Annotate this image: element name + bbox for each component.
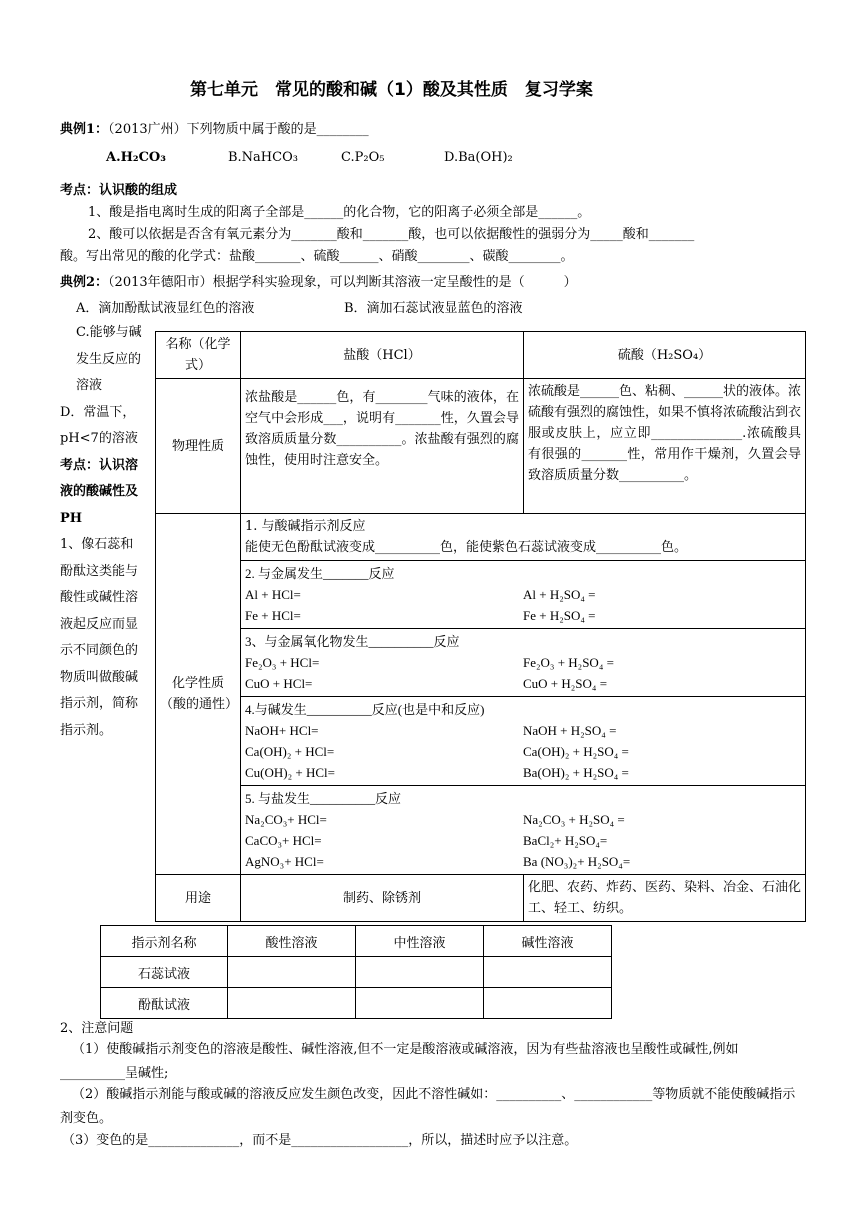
blank-cell[interactable] [484, 957, 612, 988]
chem-3-title: 3、与金属氧化物发生__________反应 [245, 634, 460, 649]
option-c: C.P₂O₅ [341, 150, 385, 165]
example-2-option-b: B．滴加石蕊试液显蓝色的溶液 [344, 301, 523, 316]
option-d: D.Ba(OH)₂ [444, 150, 513, 165]
example-1-label: 典例1： [60, 122, 109, 137]
example-2-option-a: A．滴加酚酞试液显红色的溶液 [76, 301, 255, 316]
eq-fe-h2so4: Fe + H₂SO₄ = [523, 608, 596, 623]
eq-fe2o3-hcl: Fe₂O₃ + HCl= [245, 655, 320, 670]
example-2-question: （2013年德阳市）根据学科实验现象，可以判断其溶液一定呈酸性的是（ ） [108, 275, 577, 290]
indicator-header-acid: 酸性溶液 [228, 926, 356, 957]
kp1-line1: 1、酸是指电离时生成的阳离子全部是______的化合物，它的阳离子必须全部是______。 [88, 205, 591, 220]
chem-1-body: 能使无色酚酞试液变成__________色，能使紫色石蕊试液变成__________色。 [245, 540, 688, 555]
example-1-question: （2013广州）下列物质中属于酸的是________ [108, 122, 369, 137]
use-hcl: 制药、除锈剂 [241, 875, 524, 922]
eq-cuoh2-hcl: Cu(OH)₂ + HCl= [245, 765, 335, 780]
eq-agno3-hcl: AgNO₃+ HCl= [245, 854, 324, 869]
indicator-phenolphthalein: 酚酞试液 [101, 988, 228, 1019]
acid-properties-table [155, 331, 806, 922]
kp2-label: 考点：认识溶液的酸碱性及PH [60, 457, 139, 526]
side-column [60, 320, 144, 744]
example-2-option-c: C.能够与碱发生反应的溶液 [76, 325, 142, 393]
eq-fe2o3-h2so4: Fe₂O₃ + H₂SO₄ = [523, 655, 614, 670]
eq-na2co3-hcl: Na₂CO₃+ HCl= [245, 812, 327, 827]
eq-cuo-h2so4: CuO + H₂SO₄ = [523, 676, 608, 691]
table-header-row [156, 332, 806, 379]
physical-hcl: 浓盐酸是______色，有________气味的液体，在空气中会形成___，说明有_______性，久置会导致溶质质量分数__________。浓盐酸有强烈的腐蚀性，使用时注意安全。 [241, 379, 524, 514]
notes-title: 2、注意问题 [60, 1021, 134, 1036]
physical-h2so4: 浓硫酸是______色、粘稠、______状的液体。浓硫酸有强烈的腐蚀性，如果不慎将浓硫酸沾到衣服或皮肤上，应立即______________.浓硫酸具有很强的_______性，常用作干燥剂，久置会导致溶质质量分数__________。 [524, 379, 806, 514]
blank-cell[interactable] [228, 957, 356, 988]
chem-metal-cell [241, 561, 806, 629]
indicator-header-row [101, 926, 612, 957]
use-h2so4: 化肥、农药、炸药、医药、染料、冶金、石油化工、轻工、纺织。 [524, 875, 806, 922]
eq-naoh-h2so4: NaOH + H₂SO₄ = [523, 723, 617, 738]
chem-indicator-cell [241, 514, 806, 561]
header-hcl: 盐酸（HCl） [241, 332, 524, 379]
chemical-label: 化学性质（酸的通性） [156, 514, 241, 875]
chem-row-1 [156, 514, 806, 561]
eq-naoh-hcl: NaOH+ HCl= [245, 723, 319, 738]
example-2 [60, 271, 577, 290]
example-2-option-d: D．常温下，pH<7的溶液 [60, 404, 138, 446]
blank-cell[interactable] [356, 988, 484, 1019]
kp1-line2: 2、酸可以依据是否含有氧元素分为_______酸和_______酸，也可以依据酸性的强弱分为_____酸和_______ [88, 227, 695, 242]
chem-oxide-cell [241, 629, 806, 697]
chem-4-title: 4.与碱发生__________反应(也是中和反应) [245, 702, 485, 717]
chem-salt-cell [241, 786, 806, 875]
eq-na2co3-h2so4: Na₂CO₃ + H₂SO₄ = [523, 812, 625, 827]
chem-1-title: 1. 与酸碱指示剂反应 [245, 519, 366, 534]
eq-caoh2-hcl: Ca(OH)₂ + HCl= [245, 744, 335, 759]
page-title: 第七单元 常见的酸和碱（1）酸及其性质 复习学案 [190, 80, 593, 100]
indicator-litmus: 石蕊试液 [101, 957, 228, 988]
indicator-row-litmus [101, 957, 612, 988]
indicator-header-base: 碱性溶液 [484, 926, 612, 957]
use-label: 用途 [156, 875, 241, 922]
eq-caco3-hcl: CaCO₃+ HCl= [245, 833, 322, 848]
use-row [156, 875, 806, 922]
eq-caoh2-h2so4: Ca(OH)₂ + H₂SO₄ = [523, 744, 629, 759]
indicator-header-name: 指示剂名称 [101, 926, 228, 957]
chem-row-5 [156, 786, 806, 875]
eq-fe-hcl: Fe + HCl= [245, 608, 301, 623]
indicator-row-phenolphthalein [101, 988, 612, 1019]
chem-row-4 [156, 697, 806, 786]
eq-bacl2-h2so4: BaCl₂+ H₂SO₄= [523, 833, 608, 848]
eq-al-h2so4: Al + H₂SO₄ = [523, 587, 596, 602]
example-2-label: 典例2： [60, 275, 109, 290]
blank-cell[interactable] [356, 957, 484, 988]
physical-row [156, 379, 806, 514]
indicator-header-neutral: 中性溶液 [356, 926, 484, 957]
chem-row-3 [156, 629, 806, 697]
chem-row-2 [156, 561, 806, 629]
option-a: A.H₂CO₃ [106, 150, 166, 165]
chem-2-title: 2. 与金属发生_______反应 [245, 566, 395, 581]
example-1 [60, 118, 369, 137]
eq-cuo-hcl: CuO + HCl= [245, 676, 313, 691]
physical-label: 物理性质 [156, 379, 241, 514]
kp1-line3: 酸。写出常见的酸的化学式：盐酸_______、硫酸______、硝酸________、碳酸________。 [60, 249, 574, 264]
note-1: （1）使酸碱指示剂变色的溶液是酸性、碱性溶液,但不一定是酸溶液或碱溶液，因为有些盐溶液也呈酸性或碱性,例如__________呈碱性; [60, 1042, 739, 1081]
blank-cell[interactable] [484, 988, 612, 1019]
chem-5-title: 5. 与盐发生__________反应 [245, 791, 402, 806]
eq-baoh2-h2so4: Ba(OH)₂ + H₂SO₄ = [523, 765, 629, 780]
header-name: 名称（化学式） [156, 332, 241, 379]
header-h2so4: 硫酸（H₂SO₄） [524, 332, 806, 379]
kp2-point-1: 1、像石蕊和酚酞这类能与酸性或碱性溶液起反应而显示不同颜色的物质叫做酸碱指示剂，简称指示剂。 [60, 537, 139, 738]
eq-bano32-h2so4: Ba (NO₃)₂+ H₂SO₄= [523, 854, 631, 869]
indicator-table [100, 925, 612, 1019]
eq-al-hcl: Al + HCl= [245, 587, 301, 602]
option-b: B.NaHCO₃ [228, 150, 298, 165]
blank-cell[interactable] [228, 988, 356, 1019]
note-2: （2）酸碱指示剂能与酸或碱的溶液反应发生颜色改变，因此不溶性碱如：__________、____________等物质就不能使酸碱指示剂变色。 [60, 1087, 796, 1126]
kp1-label: 考点：认识酸的组成 [60, 183, 178, 198]
chem-base-cell [241, 697, 806, 786]
note-3: （3）变色的是______________，而不是__________________，所以，描述时应予以注意。 [62, 1133, 578, 1148]
